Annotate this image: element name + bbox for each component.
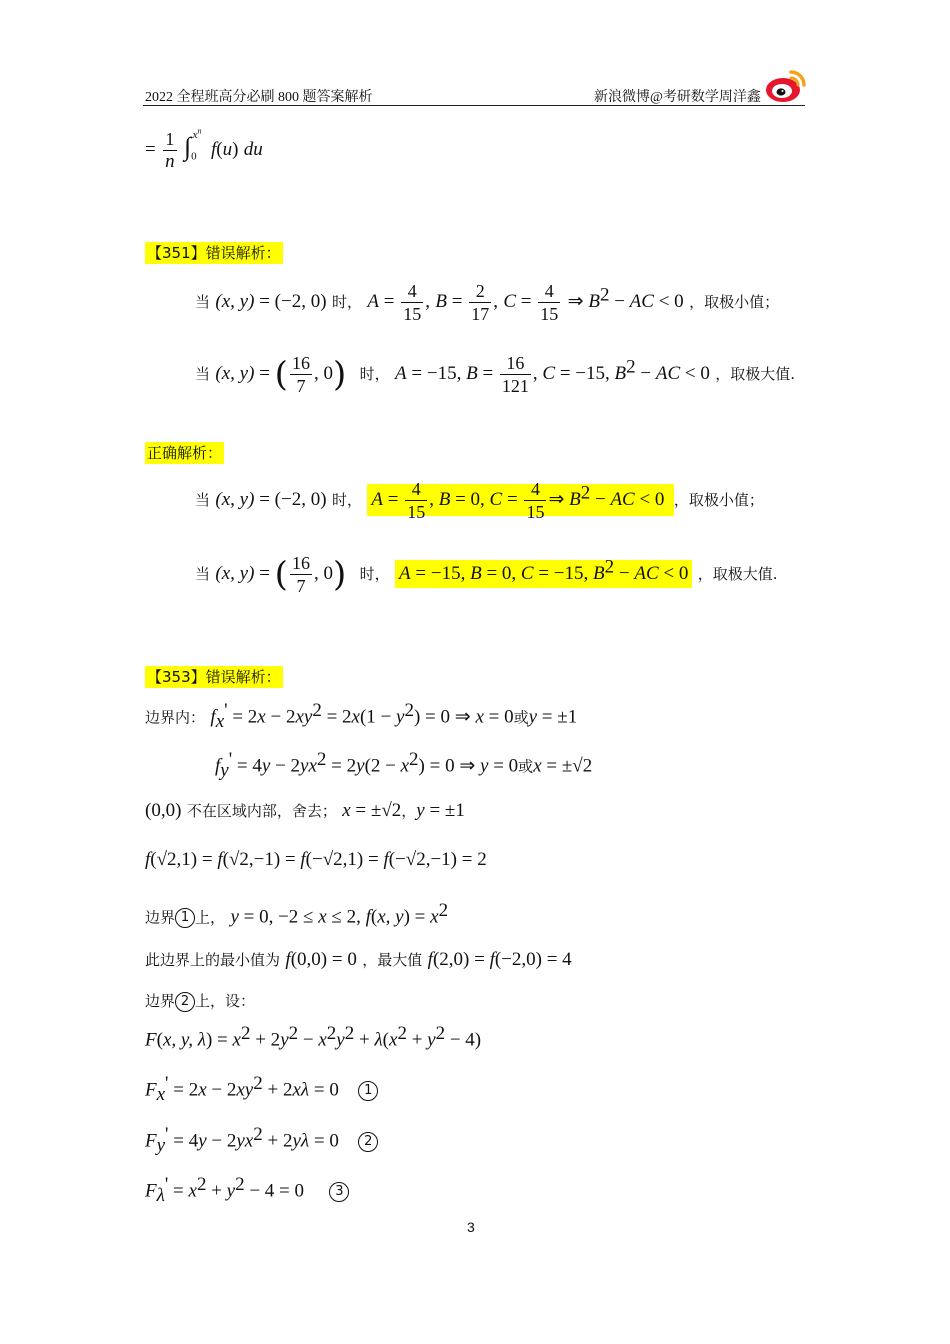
s353-line-2: $f_y' = 4y - 2yx^2 = 2y(2 - x^2) = 0$ ⇒ y = 0或x = ±√2 xyxy=(215,749,593,782)
s353-line-6: 此边界上的最小值为 f(0,0) = 0 ，最大值 f(2,0) = f(−2,0) = 4 xyxy=(145,949,572,970)
header-author: 新浪微博@考研数学周洋鑫 xyxy=(594,90,761,105)
s351-correct-1: 当 (x, y) = (−2, 0) 时， A = $\frac{4}{15}$ , B = 0, C = $\frac{4}{15}$ ⇒ $B^2$ − AC < 0 ，取极小值； xyxy=(195,479,764,522)
s353-line-1: 边界内： $f_x' = 2x - 2xy^2 = 2x(1 - y^2) = 0$ ⇒ x = 0或y = ±1 xyxy=(145,700,578,733)
s353-line-5: 边界 1 上， y = 0, −2 ≤ x ≤ 2, f(x, $y) = x^2$ xyxy=(145,900,449,928)
header-title: 2022 全程班高分必刷 800 题答案解析 xyxy=(145,90,373,105)
page-number: 3 xyxy=(467,1219,475,1235)
s353-line-4: f(√2,1) = f(√2,−1) = f(−√2,1) = f(−√2,−1) = 2 xyxy=(145,849,487,870)
s353-line-8: F(x, y, $\lambda) = x^2 + 2y^2 - x^2y^2 + \lambda(x^2 + y^2 - 4)$ xyxy=(145,1023,482,1051)
s353-line-3: (0,0) 不在区域内部，舍去； x = ±√2，y = ±1 xyxy=(145,800,465,821)
s351-correct-label: 正确解析： xyxy=(147,444,223,462)
s351-label: 【351】错误解析： xyxy=(147,244,281,262)
s351-correct-2: 当 (x, y) = ( $\frac{16}{7}$ , 0) 时， A = −15, B = 0, C = −15, $B^2$ − AC < 0 ，取极大值. xyxy=(195,553,778,596)
top-formula: = $\frac{1}{n}$ $\int_0^{x^n}$ f(u) du xyxy=(145,126,263,172)
s351-wrong-2: 当 (x, y) = ( $\frac{16}{7}$ , 0) 时， A = −15, B = $\frac{16}{121}$ , C = −15, $B^2$ − AC < 0 ，取极大值. xyxy=(195,353,796,396)
s353-eq-3: $F_\lambda' = x^2 + y^2 - 4 = 0$ 3 xyxy=(145,1174,349,1207)
s353-line-7: 边界 2 上，设： xyxy=(145,992,256,1010)
s353-label: 【353】错误解析： xyxy=(147,668,281,686)
header-rule xyxy=(143,105,805,106)
s351-wrong-1: 当 (x, y) = (−2, 0) 时， A = $\frac{4}{15}$ , B = $\frac{2}{17}$ , C = $\frac{4}{15}$ ⇒ $B^2$ − AC < 0 ，取极小值； xyxy=(195,281,780,324)
s353-eq-1: $F_x' = 2x - 2xy^2 + 2x\lambda = 0$ 1 xyxy=(145,1073,378,1106)
weibo-logo-icon xyxy=(764,66,808,104)
s353-eq-2: $F_y' = 4y - 2yx^2 + 2y\lambda = 0$ 2 xyxy=(145,1124,378,1157)
